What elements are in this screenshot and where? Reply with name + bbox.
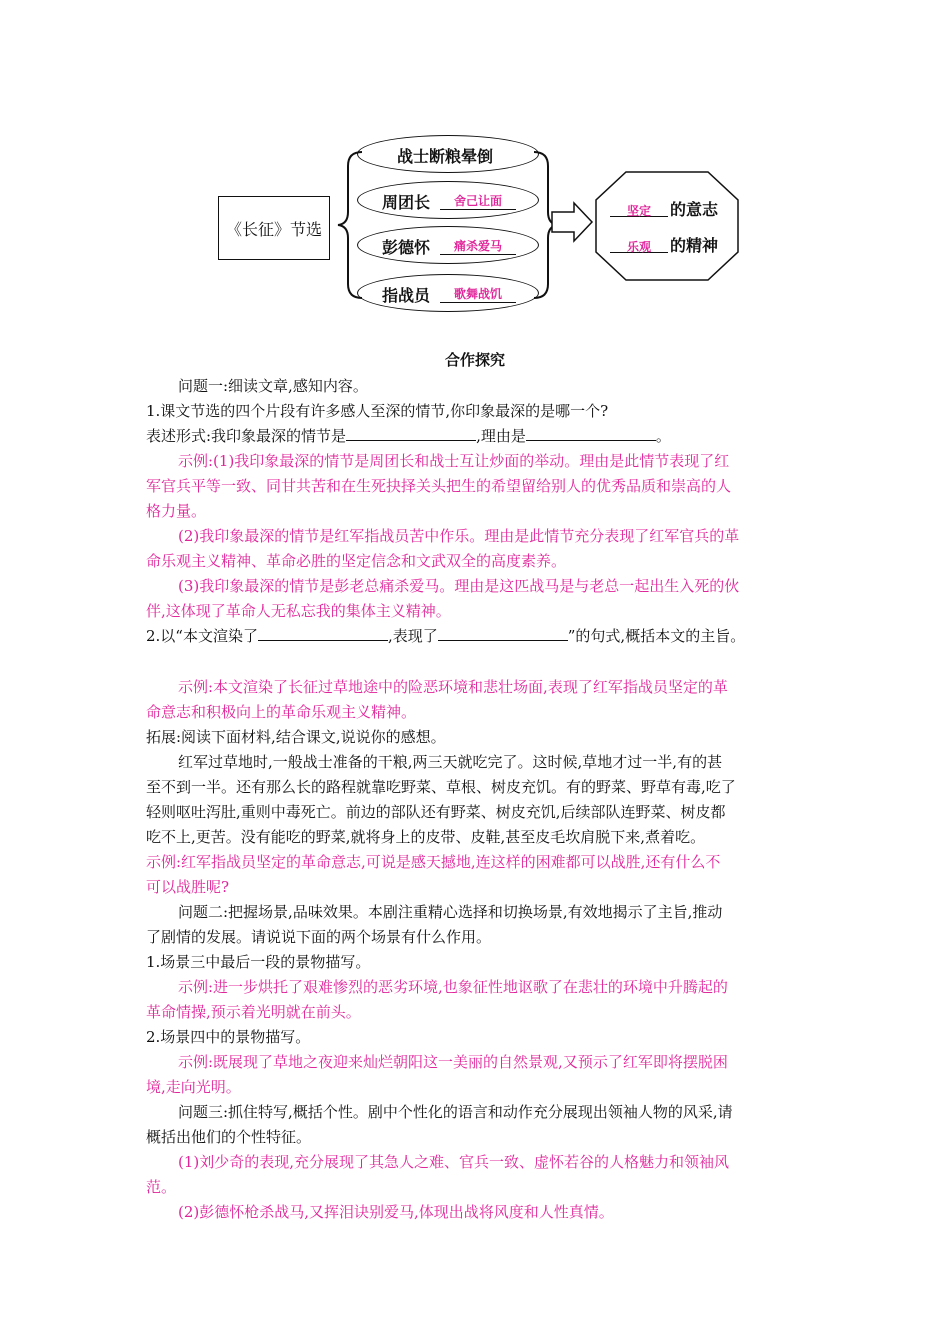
question-2-1: 1.场景三中最后一段的景物描写。 bbox=[146, 953, 371, 971]
item-answer: 歌舞战饥 bbox=[440, 285, 516, 303]
question-1-2-part-c: ”的句式,概括本文的主旨。 bbox=[567, 627, 746, 645]
item-name: 指战员 bbox=[382, 286, 431, 305]
title-box-label: 《长征》节选 bbox=[225, 220, 322, 239]
answer-blank-2 bbox=[526, 426, 656, 441]
example-6-line: 革命情操,预示着光明就在前头。 bbox=[146, 1003, 361, 1021]
example-5-line: 示例:红军指战员坚定的革命意志,可说是感天撼地,连这样的困难都可以战胜,还有什么不 bbox=[146, 853, 721, 871]
result-answer: 坚定 bbox=[610, 202, 668, 217]
question-two-line: 了剧情的发展。请说说下面的两个场景有什么作用。 bbox=[146, 928, 492, 946]
example-2-line: 命乐观主义精神、革命必胜的坚定信念和文武双全的高度素养。 bbox=[146, 552, 567, 570]
example-4-line: 命意志和积极向上的革命乐观主义精神。 bbox=[146, 703, 417, 721]
extension-title: 拓展:阅读下面材料,结合课文,说说你的感想。 bbox=[146, 728, 446, 746]
question-1-2-part-b: ,表现了 bbox=[387, 627, 438, 645]
answer-blank-1 bbox=[346, 426, 476, 441]
item-name: 彭德怀 bbox=[382, 238, 431, 257]
example-1-line: 格力量。 bbox=[146, 502, 207, 520]
material-line: 吃不上,更苦。没有能吃的野菜,就将身上的皮带、皮鞋,甚至皮毛坎肩脱下来,煮着吃。 bbox=[146, 828, 706, 846]
answer-1-line: 范。 bbox=[146, 1178, 177, 1196]
example-4-line: 示例:本文渲染了长征过草地途中的险恶环境和悲壮场面,表现了红军指战员坚定的革 bbox=[178, 678, 728, 696]
result-line-2 bbox=[610, 233, 718, 256]
item-answer: 舍己让面 bbox=[440, 192, 516, 210]
example-6-line: 示例:进一步烘托了艰难惨烈的恶劣环境,也象征性地讴歌了在悲壮的环境中升腾起的 bbox=[178, 978, 728, 996]
material-line: 至不到一半。还有那么长的路程就靠吃野菜、草根、树皮充饥。有的野菜、野草有毒,吃了 bbox=[146, 778, 736, 796]
result-line-1 bbox=[610, 197, 718, 220]
question-1-2 bbox=[146, 626, 745, 646]
item-answer: 痛杀爱马 bbox=[440, 237, 516, 255]
ellipse-soldiers bbox=[357, 135, 539, 173]
material-line: 红军过草地时,一般战士准备的干粮,两三天就吃完了。这时候,草地才过一半,有的甚 bbox=[178, 753, 723, 771]
question-three-line: 问题三:抓住特写,概括个性。剧中个性化的语言和动作充分展现出领袖人物的风采,请 bbox=[178, 1103, 733, 1121]
answer-2-line: (2)彭德怀枪杀战马,又挥泪诀别爱马,体现出战将风度和人性真情。 bbox=[178, 1203, 614, 1221]
question-blank-1 bbox=[258, 626, 388, 641]
answer-1-line: (1)刘少奇的表现,充分展现了其急人之难、官兵一致、虚怀若谷的人格魅力和领袖风 bbox=[178, 1153, 730, 1171]
answer-form-part-c: 。 bbox=[655, 427, 671, 445]
section-title: 合作探究 bbox=[445, 351, 506, 369]
question-blank-2 bbox=[438, 626, 568, 641]
example-1-line: 军官兵平等一致、同甘共苦和在生死抉择关头把生的希望留给别人的优秀品质和崇高的人 bbox=[146, 477, 732, 495]
example-3-line: 伴,这体现了革命人无私忘我的集体主义精神。 bbox=[146, 602, 451, 620]
answer-form-part-a: 表述形式:我印象最深的情节是 bbox=[146, 427, 347, 445]
ellipse-peng bbox=[357, 226, 539, 264]
result-suffix: 的精神 bbox=[670, 236, 719, 255]
ellipse-officers bbox=[357, 274, 539, 312]
example-5-line: 可以战胜呢? bbox=[146, 878, 230, 896]
title-box bbox=[218, 196, 330, 260]
question-two-line: 问题二:把握场景,品味效果。本剧注重精心选择和切换场景,有效地揭示了主旨,推动 bbox=[178, 903, 723, 921]
left-brace-icon bbox=[336, 150, 366, 300]
material-line: 轻则呕吐泻肚,重则中毒死亡。前边的部队还有野菜、树皮充饥,后续部队连野菜、树皮都 bbox=[146, 803, 726, 821]
question-three-line: 概括出他们的个性特征。 bbox=[146, 1128, 312, 1146]
result-answer: 乐观 bbox=[610, 238, 668, 253]
octagon-shape bbox=[594, 170, 740, 282]
item-name: 周团长 bbox=[382, 193, 431, 212]
question-1-2-part-a: 2.以“本文渲染了 bbox=[146, 627, 258, 645]
question-2-2: 2.场景四中的景物描写。 bbox=[146, 1028, 311, 1046]
example-7-line: 示例:既展现了草地之夜迎来灿烂朝阳这一美丽的自然景观,又预示了红军即将摆脱困 bbox=[178, 1053, 728, 1071]
structure-diagram bbox=[0, 0, 950, 340]
example-2-line: (2)我印象最深的情节是红军指战员苦中作乐。理由是此情节充分表现了红军官兵的革 bbox=[178, 527, 740, 545]
question-one-title: 问题一:细读文章,感知内容。 bbox=[178, 377, 368, 395]
answer-form bbox=[146, 426, 671, 446]
result-suffix: 的意志 bbox=[670, 200, 719, 219]
arrow-right-icon bbox=[550, 200, 594, 244]
example-7-line: 境,走向光明。 bbox=[146, 1078, 241, 1096]
example-3-line: (3)我印象最深的情节是彭老总痛杀爱马。理由是这匹战马是与老总一起出生入死的伙 bbox=[178, 577, 740, 595]
ellipse-commander-zhou bbox=[357, 181, 539, 219]
item-name: 战士断粮晕倒 bbox=[397, 147, 494, 166]
answer-form-part-b: ,理由是 bbox=[476, 427, 526, 445]
question-1-1: 1.课文节选的四个片段有许多感人至深的情节,你印象最深的是哪一个? bbox=[146, 402, 609, 420]
example-1-line: 示例:(1)我印象最深的情节是周团长和战士互让炒面的举动。理由是此情节表现了红 bbox=[178, 452, 730, 470]
